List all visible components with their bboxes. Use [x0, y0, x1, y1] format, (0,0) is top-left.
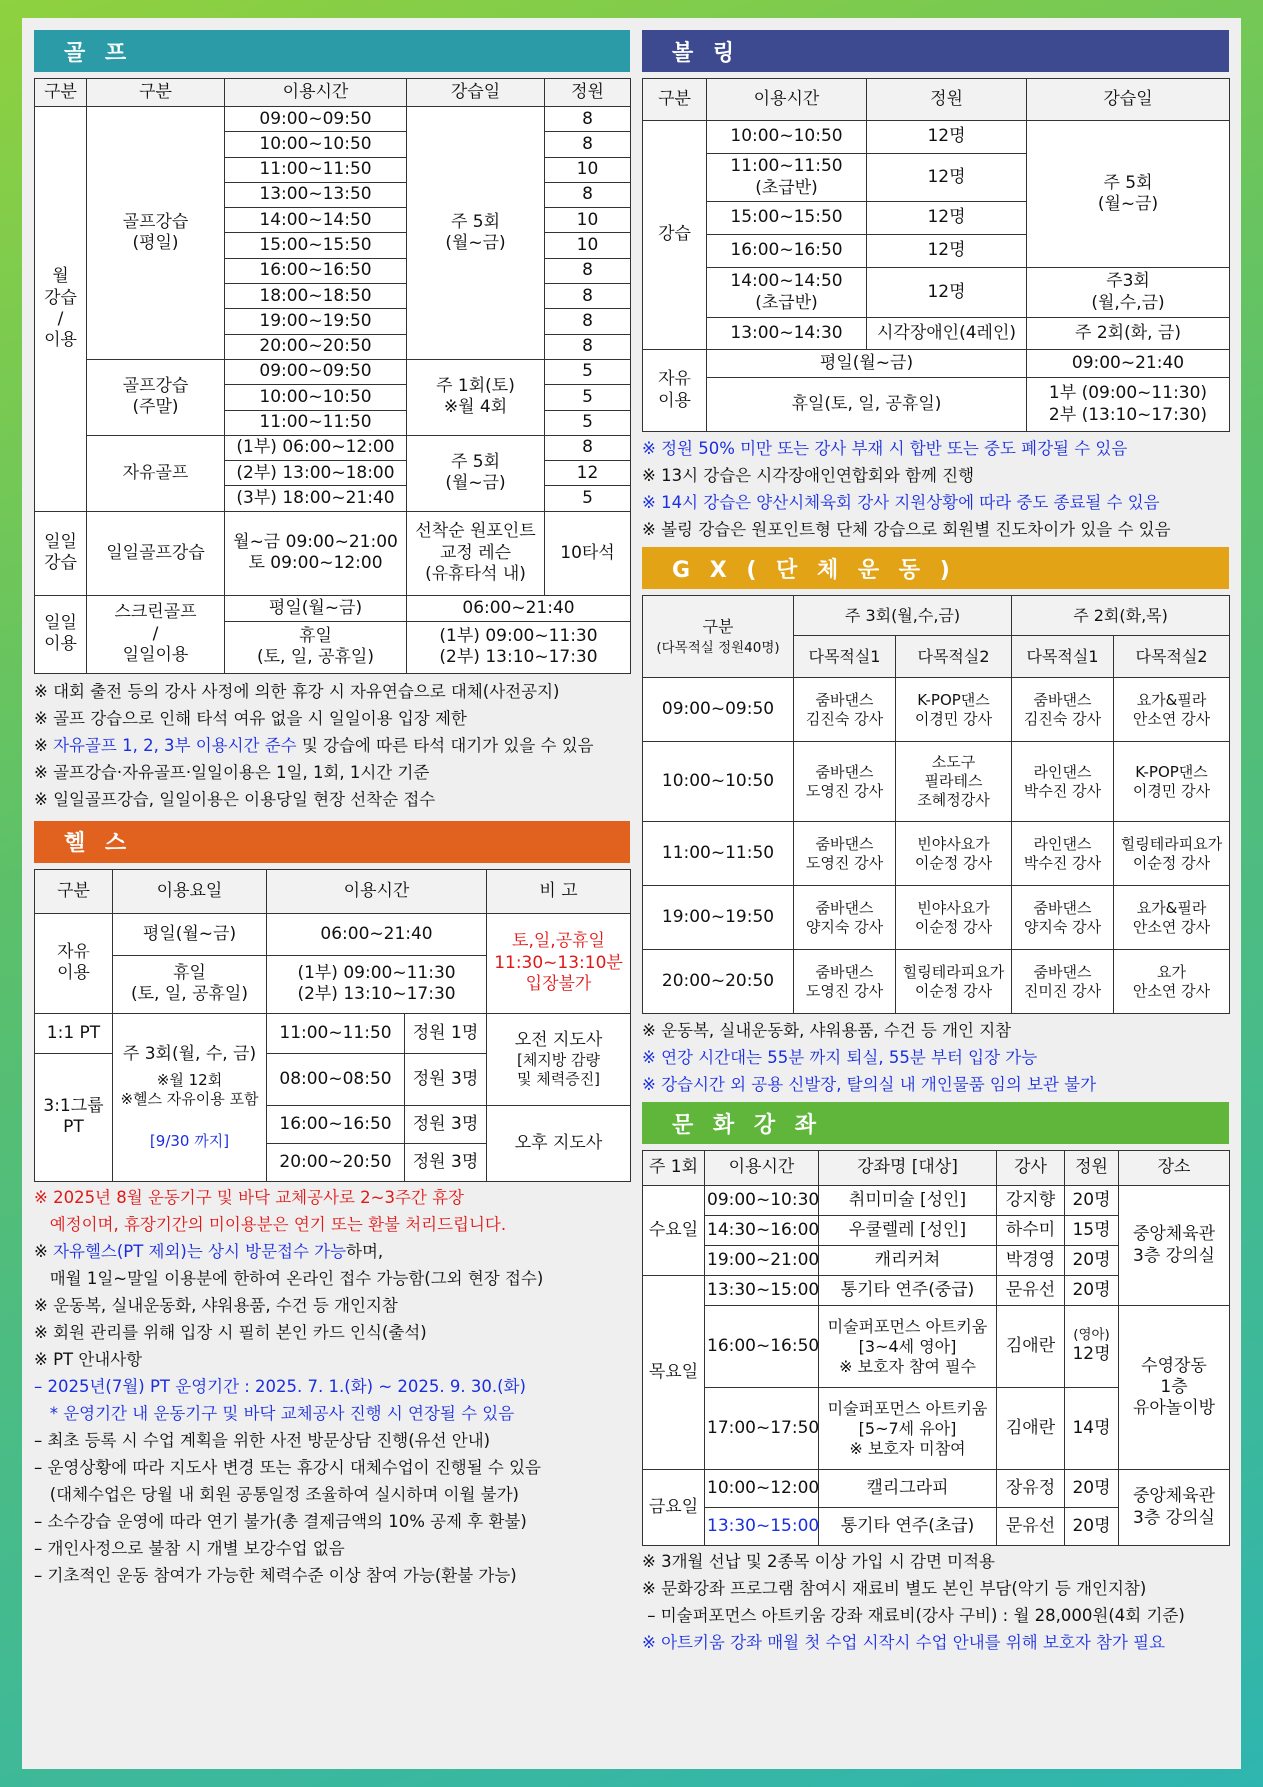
health-pt-cap: 정원 3명	[405, 1143, 487, 1181]
culture-time: 14:30~16:00	[705, 1216, 819, 1246]
golf-time: 10:00~10:50	[225, 385, 407, 410]
table-row	[643, 822, 1230, 886]
table-row	[643, 742, 1230, 822]
golf-category: 골프강습 (평일)	[87, 107, 225, 360]
golf-section-title: 골 프	[34, 30, 630, 72]
golf-time: 19:00~19:50	[225, 309, 407, 334]
golf-time: 09:00~09:50	[225, 107, 407, 132]
culture-teacher: 김애란	[997, 1306, 1065, 1388]
golf-category: 스크린골프 / 일일이용	[87, 595, 225, 673]
golf-days: 주 5회 (월~금)	[407, 435, 545, 511]
health-note: ※ PT 안내사항	[34, 1349, 143, 1369]
health-note: 매월 1일~말일 이용분에 한하여 온라인 접수 가능함(그외 현장 접수)	[34, 1268, 544, 1288]
health-notes	[34, 1184, 630, 1589]
culture-course: 미술퍼포먼스 아트키움 [3~4세 영아] ※ 보호자 참여 필수	[819, 1306, 997, 1388]
bowling-time: 11:00~11:50 (초급반)	[707, 154, 867, 202]
culture-course: 통기타 연주(초급)	[819, 1508, 997, 1546]
table-row	[643, 886, 1230, 950]
golf-days: 주 1회(토) ※월 4회	[407, 359, 545, 435]
bowling-capacity: 12명	[867, 154, 1027, 202]
pt-until: [9/30 까지]	[149, 1132, 230, 1151]
culture-header-cell: 정원	[1065, 1151, 1119, 1186]
note-line: ※ 문화강좌 프로그램 참여시 재료비 별도 본인 부담(악기 등 개인지참)	[642, 1579, 1147, 1598]
capacity-value: 12명	[1072, 1344, 1111, 1365]
culture-day: 수요일	[643, 1186, 705, 1276]
gx-time: 10:00~10:50	[643, 742, 794, 822]
gx-class: K-POP댄스 이경민 강사	[1114, 742, 1230, 822]
culture-header-cell: 강좌명 [대상]	[819, 1151, 997, 1186]
golf-time: 휴일 (토, 일, 공휴일)	[225, 621, 407, 673]
gx-class: 힐링테라피요가 이순정 강사	[1114, 822, 1230, 886]
golf-group-daily-use: 일일 이용	[35, 595, 87, 673]
table-row	[643, 378, 1230, 432]
table-row	[643, 950, 1230, 1014]
gx-class: 힐링테라피요가 이순정 강사	[896, 950, 1012, 1014]
golf-capacity: 8	[545, 132, 631, 157]
note-line: ※ 정원 50% 미만 또는 강사 부재 시 합반 또는 중도 폐강될 수 있음	[642, 439, 1128, 458]
note-line: ※ 14시 강습은 양산시체육회 강사 지원상황에 따라 중도 종료될 수 있음	[642, 493, 1160, 512]
gx-room-header: 다목적실1	[794, 636, 896, 678]
culture-time: 13:30~15:00	[705, 1276, 819, 1306]
health-holiday-note: 토,일,공휴일 11:30~13:10분 입장불가	[487, 913, 631, 1013]
culture-section-title: 문 화 강 좌	[642, 1102, 1229, 1144]
golf-header-cell: 구분	[87, 79, 225, 107]
health-pt-type: 3:1그룹 PT	[35, 1053, 113, 1181]
bowling-table	[642, 78, 1230, 432]
golf-note: ※ 일일골프강습, 일일이용은 이용당일 현장 선착순 접수	[34, 789, 436, 809]
table-row	[643, 1306, 1230, 1388]
culture-teacher: 강지향	[997, 1186, 1065, 1216]
bowling-capacity: 시각장애인(4레인)	[867, 318, 1027, 350]
note-line: ※ 13시 강습은 시각장애인연합회와 함께 진행	[642, 466, 975, 485]
culture-header-cell: 장소	[1119, 1151, 1230, 1186]
golf-capacity: 8	[545, 258, 631, 283]
golf-capacity: 5	[545, 486, 631, 511]
golf-capacity: 5	[545, 410, 631, 435]
bowling-days: 주 2회(화, 금)	[1027, 318, 1230, 350]
culture-course: 취미미술 [성인]	[819, 1186, 997, 1216]
golf-time: 11:00~11:50	[225, 410, 407, 435]
health-note: – 최초 등록 시 수업 계획을 위한 사전 방문상담 진행(유선 안내)	[34, 1430, 491, 1450]
health-pt-cap: 정원 3명	[405, 1105, 487, 1143]
bowling-day: 휴일(토, 일, 공휴일)	[707, 378, 1027, 432]
golf-capacity: 8	[545, 334, 631, 359]
gx-time: 09:00~09:50	[643, 678, 794, 742]
table-row	[35, 359, 631, 384]
golf-capacity: 10	[545, 157, 631, 182]
culture-course: 캘리그라피	[819, 1470, 997, 1508]
table-row	[35, 511, 631, 595]
gx-room-header: 다목적실1	[1012, 636, 1114, 678]
table-row	[643, 318, 1230, 350]
table-row	[35, 435, 631, 460]
health-note: ※ 자유헬스(PT 제외)는 상시 방문접수 가능하며,	[34, 1241, 384, 1261]
culture-table	[642, 1150, 1230, 1546]
gx-class: 라인댄스 박수진 강사	[1012, 822, 1114, 886]
health-pt-time: 20:00~20:50	[267, 1143, 405, 1181]
culture-notes	[642, 1548, 1229, 1656]
note-line: ※ 강습시간 외 공용 신발장, 탈의실 내 개인물품 임의 보관 불가	[642, 1075, 1097, 1094]
culture-capacity: 20명	[1065, 1186, 1119, 1216]
table-row	[35, 1013, 631, 1053]
golf-capacity: 12	[545, 461, 631, 486]
bowling-time: 16:00~16:50	[707, 235, 867, 268]
culture-course: 미술퍼포먼스 아트키움 [5~7세 유아] ※ 보호자 미참여	[819, 1388, 997, 1470]
culture-day: 금요일	[643, 1470, 705, 1546]
health-header-cell: 구분	[35, 869, 113, 913]
health-pm-note: 오후 지도사	[487, 1105, 631, 1181]
health-note: – 기초적인 운동 참여가 가능한 체력수준 이상 참여 가능(환불 가능)	[34, 1565, 517, 1585]
golf-note: ※ 대회 출전 등의 강사 사정에 의한 휴강 시 자유연습으로 대체(사전공지)	[34, 681, 560, 701]
bowling-header-cell: 정원	[867, 79, 1027, 121]
culture-teacher: 장유정	[997, 1470, 1065, 1508]
golf-time: 평일(월~금)	[225, 595, 407, 621]
culture-teacher: 하수미	[997, 1216, 1065, 1246]
culture-header-cell: 강사	[997, 1151, 1065, 1186]
culture-time: 17:00~17:50	[705, 1388, 819, 1470]
golf-note: ※ 골프 강습으로 인해 타석 여유 없을 시 일일이용 입장 제한	[34, 708, 467, 728]
culture-teacher: 김애란	[997, 1388, 1065, 1470]
bowling-header-cell: 강습일	[1027, 79, 1230, 121]
bowling-header-cell: 구분	[643, 79, 707, 121]
bowling-capacity: 12명	[867, 268, 1027, 318]
golf-header-cell: 구분	[35, 79, 87, 107]
gx-class: K-POP댄스 이경민 강사	[896, 678, 1012, 742]
culture-time: 16:00~16:50	[705, 1306, 819, 1388]
golf-time: 18:00~18:50	[225, 284, 407, 309]
gx-class: 줌바댄스 도영진 강사	[794, 822, 896, 886]
golf-time: (3부) 18:00~21:40	[225, 486, 407, 511]
bowling-capacity: 12명	[867, 202, 1027, 235]
health-time: (1부) 09:00~11:30 (2부) 13:10~17:30	[267, 955, 487, 1013]
golf-header-cell: 정원	[545, 79, 631, 107]
golf-header-cell: 이용시간	[225, 79, 407, 107]
note-line: ※ 볼링 강습은 원포인트형 단체 강습으로 회원별 진도차이가 있을 수 있음	[642, 520, 1171, 539]
culture-header-cell: 이용시간	[705, 1151, 819, 1186]
health-pt-time: 11:00~11:50	[267, 1013, 405, 1053]
table-row	[643, 678, 1230, 742]
golf-time: 09:00~09:50	[225, 359, 407, 384]
golf-time: 10:00~10:50	[225, 132, 407, 157]
health-note: * 운영기간 내 운동기구 및 바닥 교체공사 진행 시 연장될 수 있음	[34, 1403, 515, 1423]
am-note-sub: [체지방 감량 및 체력증진]	[516, 1051, 601, 1088]
golf-time: (2부) 13:00~18:00	[225, 461, 407, 486]
golf-capacity: 8	[545, 107, 631, 132]
golf-time: (1부) 09:00~11:30 (2부) 13:10~17:30	[407, 621, 631, 673]
golf-capacity: 8	[545, 182, 631, 207]
bowling-time: 10:00~10:50	[707, 121, 867, 154]
health-day: 휴일 (토, 일, 공휴일)	[113, 955, 267, 1013]
bowling-header-cell: 이용시간	[707, 79, 867, 121]
table-row	[643, 121, 1230, 154]
culture-capacity: 20명	[1065, 1508, 1119, 1546]
golf-days: 주 5회 (월~금)	[407, 107, 545, 360]
health-pt-days	[113, 1013, 267, 1181]
right-column	[642, 30, 1229, 1656]
gx-header-week3: 주 3회(월,수,금)	[794, 596, 1012, 636]
gx-class: 소도구 필라테스 조혜정강사	[896, 742, 1012, 822]
bowling-days: 주 5회 (월~금)	[1027, 121, 1230, 268]
golf-time: 06:00~21:40	[407, 595, 631, 621]
gx-class: 줌바댄스 김진숙 강사	[1012, 678, 1114, 742]
golf-group-month: 월 강습 / 이용	[35, 107, 87, 512]
culture-course: 통기타 연주(중급)	[819, 1276, 997, 1306]
gx-class: 줌바댄스 양지숙 강사	[1012, 886, 1114, 950]
health-note: ※ 회원 관리를 위해 입장 시 필히 본인 카드 인식(출석)	[34, 1322, 427, 1342]
capacity-sub: (영아)	[1073, 1327, 1110, 1344]
health-header-cell: 이용요일	[113, 869, 267, 913]
table-row	[643, 350, 1230, 378]
health-note: ※ 운동복, 실내운동화, 샤워용품, 수건 등 개인지참	[34, 1295, 398, 1315]
golf-time: 14:00~14:50	[225, 208, 407, 233]
culture-day: 목요일	[643, 1276, 705, 1470]
pt-days-sub: ※월 12회 ※헬스 자유이용 포함	[120, 1070, 259, 1108]
health-pt-type: 1:1 PT	[35, 1013, 113, 1053]
bowling-time: 14:00~14:50 (초급반)	[707, 268, 867, 318]
note-line: ※ 3개월 선납 및 2종목 이상 가입 시 감면 미적용	[642, 1552, 995, 1571]
gx-time: 20:00~20:50	[643, 950, 794, 1014]
gx-room-header: 다목적실2	[1114, 636, 1230, 678]
health-am-note	[487, 1013, 631, 1105]
health-note: – 개인사정으로 불참 시 개별 보강수업 없음	[34, 1538, 345, 1558]
gx-notes	[642, 1017, 1229, 1098]
note-line: – 미술퍼포먼스 아트키움 강좌 재료비(강사 구비) : 월 28,000원(4회 기준)	[642, 1606, 1185, 1625]
culture-capacity	[1065, 1306, 1119, 1388]
golf-time: 20:00~20:50	[225, 334, 407, 359]
health-note: – 소수강습 운영에 따라 연기 불가(총 결제금액의 10% 공제 후 환불)	[34, 1511, 527, 1531]
am-note-label: 오전 지도사	[514, 1029, 603, 1050]
gx-class: 라인댄스 박수진 강사	[1012, 742, 1114, 822]
health-note: 예정이며, 휴장기간의 미이용분은 연기 또는 환불 처리드립니다.	[34, 1214, 507, 1234]
schedule-page	[22, 18, 1241, 1769]
golf-time: 13:00~13:50	[225, 182, 407, 207]
golf-note: ※ 자유골프 1, 2, 3부 이용시간 준수 및 강습에 따른 타석 대기가 있을 수 있음	[34, 735, 594, 755]
gx-section-title: G X ( 단 체 운 동 )	[642, 547, 1229, 589]
golf-capacity: 10타석	[545, 511, 631, 595]
health-note: – 운영상황에 따라 지도사 변경 또는 휴강시 대체수업이 진행될 수 있음	[34, 1457, 541, 1477]
golf-time: 월~금 09:00~21:00 토 09:00~12:00	[225, 511, 407, 595]
culture-time: 10:00~12:00	[705, 1470, 819, 1508]
golf-capacity: 8	[545, 284, 631, 309]
golf-header-cell: 강습일	[407, 79, 545, 107]
bowling-time: 09:00~21:40	[1027, 350, 1230, 378]
gx-class: 줌바댄스 도영진 강사	[794, 742, 896, 822]
golf-category: 골프강습 (주말)	[87, 359, 225, 435]
bowling-capacity: 12명	[867, 235, 1027, 268]
culture-capacity: 20명	[1065, 1470, 1119, 1508]
culture-capacity: 20명	[1065, 1246, 1119, 1276]
bowling-capacity: 12명	[867, 121, 1027, 154]
golf-note: ※ 골프강습·자유골프·일일이용은 1일, 1회, 1시간 기준	[34, 762, 430, 782]
culture-place: 수영장동 1층 유아놀이방	[1119, 1306, 1230, 1470]
gx-class: 줌바댄스 김진숙 강사	[794, 678, 896, 742]
gx-time: 19:00~19:50	[643, 886, 794, 950]
health-note: – 2025년(7월) PT 운영기간 : 2025. 7. 1.(화) ~ 2025. 9. 30.(화)	[34, 1376, 526, 1396]
golf-capacity: 10	[545, 233, 631, 258]
health-table	[34, 869, 631, 1182]
health-pt-time: 16:00~16:50	[267, 1105, 405, 1143]
gx-class: 줌바댄스 양지숙 강사	[794, 886, 896, 950]
culture-course: 캐리커쳐	[819, 1246, 997, 1276]
gx-class: 요가 안소연 강사	[1114, 950, 1230, 1014]
health-free-use: 자유 이용	[35, 913, 113, 1013]
golf-group-daily-lesson: 일일 강습	[35, 511, 87, 595]
golf-time: 16:00~16:50	[225, 258, 407, 283]
golf-days: 선착순 원포인트 교정 레슨 (유휴타석 내)	[407, 511, 545, 595]
gx-time: 11:00~11:50	[643, 822, 794, 886]
golf-time: (1부) 06:00~12:00	[225, 435, 407, 460]
gx-class: 줌바댄스 진미진 강사	[1012, 950, 1114, 1014]
bowling-time: 13:00~14:30	[707, 318, 867, 350]
health-header-cell: 이용시간	[267, 869, 487, 913]
gx-class: 빈야사요가 이순정 강사	[896, 822, 1012, 886]
note-line: ※ 운동복, 실내운동화, 샤워용품, 수건 등 개인 지참	[642, 1021, 1012, 1040]
golf-category: 일일골프강습	[87, 511, 225, 595]
health-note: ※ 2025년 8월 운동기구 및 바닥 교체공사로 2~3주간 휴장	[34, 1187, 464, 1207]
left-column	[34, 30, 630, 1589]
culture-capacity: 14명	[1065, 1388, 1119, 1470]
bowling-days: 주3회 (월,수,금)	[1027, 268, 1230, 318]
golf-capacity: 10	[545, 208, 631, 233]
gx-class: 빈야사요가 이순정 강사	[896, 886, 1012, 950]
health-pt-time: 08:00~08:50	[267, 1053, 405, 1105]
culture-place: 중앙체육관 3층 강의실	[1119, 1470, 1230, 1546]
table-row	[35, 107, 631, 132]
pt-days-label: 주 3회(월, 수, 금)	[122, 1043, 257, 1064]
health-section-title: 헬 스	[34, 821, 630, 863]
culture-time: 19:00~21:00	[705, 1246, 819, 1276]
gx-header-group: 구분 (다목적실 정원40명)	[643, 596, 794, 678]
culture-header-cell: 주 1회	[643, 1151, 705, 1186]
golf-time: 11:00~11:50	[225, 157, 407, 182]
health-time: 06:00~21:40	[267, 913, 487, 955]
gx-class: 요가&필라 안소연 강사	[1114, 886, 1230, 950]
health-header-cell: 비 고	[487, 869, 631, 913]
bowling-free: 자유 이용	[643, 350, 707, 432]
golf-capacity: 8	[545, 309, 631, 334]
culture-capacity: 15명	[1065, 1216, 1119, 1246]
golf-capacity: 5	[545, 359, 631, 384]
culture-capacity: 20명	[1065, 1276, 1119, 1306]
note-line: ※ 아트키움 강좌 매월 첫 수업 시작시 수업 안내를 위해 보호자 참가 필요	[642, 1633, 1166, 1652]
culture-teacher: 박경영	[997, 1246, 1065, 1276]
table-row	[35, 595, 631, 621]
health-pt-cap: 정원 1명	[405, 1013, 487, 1053]
table-row	[35, 913, 631, 955]
culture-time: 13:30~15:00	[705, 1508, 819, 1546]
golf-notes	[34, 678, 630, 813]
golf-time: 15:00~15:50	[225, 233, 407, 258]
bowling-day: 평일(월~금)	[707, 350, 1027, 378]
table-row	[643, 1186, 1230, 1216]
culture-course: 우쿨렐레 [성인]	[819, 1216, 997, 1246]
table-row	[643, 268, 1230, 318]
gx-table	[642, 595, 1230, 1014]
golf-table	[34, 78, 631, 674]
table-row	[643, 1470, 1230, 1508]
culture-teacher: 문유선	[997, 1508, 1065, 1546]
golf-capacity: 5	[545, 385, 631, 410]
gx-room-header: 다목적실2	[896, 636, 1012, 678]
culture-place: 중앙체육관 3층 강의실	[1119, 1186, 1230, 1306]
gx-header-week2: 주 2회(화,목)	[1012, 596, 1230, 636]
bowling-notes	[642, 435, 1229, 543]
gx-class: 요가&필라 안소연 강사	[1114, 678, 1230, 742]
health-note: (대체수업은 당월 내 회원 공통일정 조율하여 실시하며 이월 불가)	[34, 1484, 519, 1504]
golf-category: 자유골프	[87, 435, 225, 511]
culture-time: 09:00~10:30	[705, 1186, 819, 1216]
bowling-time: 1부 (09:00~11:30) 2부 (13:10~17:30)	[1027, 378, 1230, 432]
bowling-section-title: 볼 링	[642, 30, 1229, 72]
bowling-time: 15:00~15:50	[707, 202, 867, 235]
note-line: ※ 연강 시간대는 55분 까지 퇴실, 55분 부터 입장 가능	[642, 1048, 1038, 1067]
health-day: 평일(월~금)	[113, 913, 267, 955]
gx-class: 줌바댄스 도영진 강사	[794, 950, 896, 1014]
bowling-lesson: 강습	[643, 121, 707, 350]
culture-teacher: 문유선	[997, 1276, 1065, 1306]
health-pt-cap: 정원 3명	[405, 1053, 487, 1105]
golf-capacity: 8	[545, 435, 631, 460]
